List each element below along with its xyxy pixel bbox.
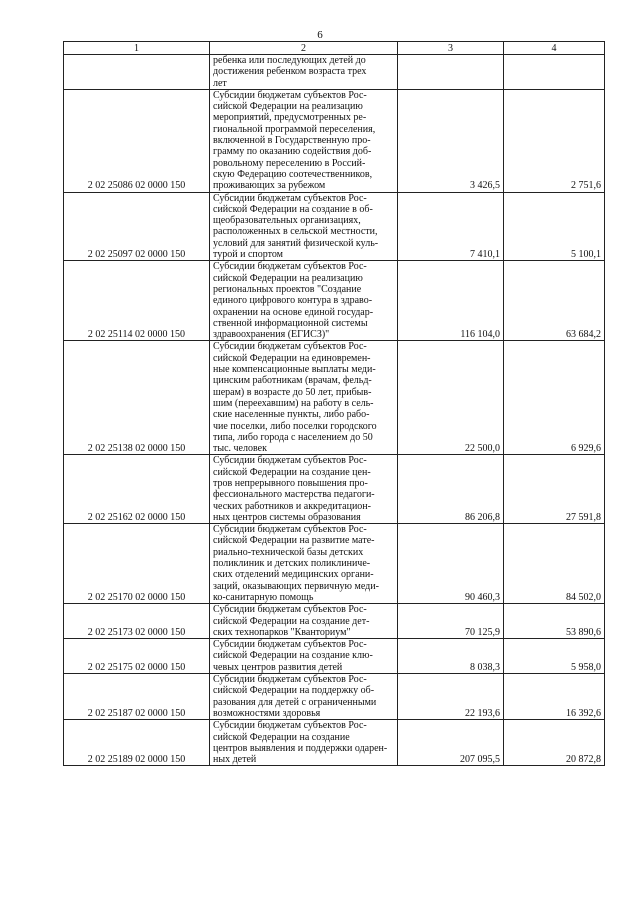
description-line: риально-технической базы детских: [213, 546, 364, 558]
description-line: единого цифрового контура в здраво-: [213, 295, 373, 307]
budget-code-cell: 2 02 25138 02 0000 150: [64, 341, 210, 455]
amount-col4-cell: 53 890,6: [504, 604, 605, 639]
budget-code-cell: 2 02 25114 02 0000 150: [64, 261, 210, 341]
amount-col4-cell: 63 684,2: [504, 261, 605, 341]
description-line: центров выявления и поддержки одарен-: [213, 742, 388, 754]
budget-table: [63, 41, 605, 766]
amount-col3-cell: 86 206,8: [398, 455, 504, 524]
description-line: ских технопарков "Кванториум": [213, 626, 351, 638]
description-line: сийской Федерации на создание цен-: [213, 466, 371, 478]
amount-col3-cell: [398, 55, 504, 90]
description-line: ных центров системы образования: [213, 511, 361, 523]
column-header-1: 1: [64, 42, 210, 55]
description-line: расположенных в сельской местности,: [213, 226, 378, 238]
description-cell: [210, 341, 398, 455]
description-line: условий для занятий физической куль-: [213, 237, 379, 249]
table-row: [64, 55, 605, 90]
amount-col4-cell: 16 392,6: [504, 674, 605, 720]
description-line: Субсидии бюджетам субъектов Рос-: [213, 604, 367, 616]
description-line: ровольному переселению в Россий-: [213, 157, 366, 169]
amount-col3-cell: 70 125,9: [398, 604, 504, 639]
budget-code-cell: 2 02 25170 02 0000 150: [64, 524, 210, 604]
description-cell: [210, 720, 398, 766]
budget-code-cell: 2 02 25175 02 0000 150: [64, 639, 210, 674]
table-row: [64, 89, 605, 192]
description-line: грамму по оказанию содействия доб-: [213, 146, 372, 158]
description-line: сийской Федерации на создание в об-: [213, 203, 373, 215]
description-line: мероприятий, предусмотренных ре-: [213, 112, 367, 124]
amount-col4-cell: 20 872,8: [504, 720, 605, 766]
amount-col4-cell: 84 502,0: [504, 524, 605, 604]
description-line: здравоохранения (ЕГИСЗ)": [213, 329, 330, 341]
table-row: [64, 341, 605, 455]
amount-col4-cell: 6 929,6: [504, 341, 605, 455]
description-cell: [210, 524, 398, 604]
amount-col4-cell: [504, 55, 605, 90]
description-cell: [210, 674, 398, 720]
amount-col3-cell: 116 104,0: [398, 261, 504, 341]
table-row: [64, 674, 605, 720]
amount-col4-cell: 5 100,1: [504, 192, 605, 261]
column-header-3: 3: [398, 42, 504, 55]
amount-col3-cell: 90 460,3: [398, 524, 504, 604]
description-line: типа, либо города с населением до 50: [213, 431, 373, 443]
description-line: проживающих за рубежом: [213, 180, 326, 192]
description-line: чевых центров развития детей: [213, 661, 343, 673]
description-line: Субсидии бюджетам субъектов Рос-: [213, 524, 367, 536]
table-row: [64, 261, 605, 341]
description-line: охранении на основе единой государ-: [213, 306, 374, 318]
budget-code-cell: 2 02 25189 02 0000 150: [64, 720, 210, 766]
description-line: разования для детей с ограниченными: [213, 696, 377, 708]
description-cell: [210, 639, 398, 674]
description-line: гиональной программой переселения,: [213, 123, 376, 135]
table-row: [64, 604, 605, 639]
amount-col3-cell: 207 095,5: [398, 720, 504, 766]
description-line: ческих работников и аккредитацион-: [213, 500, 371, 512]
description-line: сийской Федерации на поддержку об-: [213, 685, 375, 697]
description-line: сийской Федерации на развитие мате-: [213, 535, 375, 547]
description-line: сийской Федерации на реализацию: [213, 272, 363, 284]
amount-col3-cell: 8 038,3: [398, 639, 504, 674]
description-cell: [210, 192, 398, 261]
description-line: шим (переехавшим) на работу в сель-: [213, 397, 374, 409]
description-line: включенной в Государственную про-: [213, 135, 371, 147]
table-row: [64, 455, 605, 524]
budget-code-cell: [64, 55, 210, 90]
amount-col3-cell: 7 410,1: [398, 192, 504, 261]
description-line: шерам) в возрасте до 50 лет, прибыв-: [213, 386, 372, 398]
table-row: [64, 720, 605, 766]
table-header-row: [64, 42, 605, 55]
description-line: ственной информационной системы: [213, 317, 368, 329]
budget-code-cell: 2 02 25086 02 0000 150: [64, 89, 210, 192]
amount-col4-cell: 5 958,0: [504, 639, 605, 674]
description-line: чие поселки, либо поселки городского: [213, 420, 377, 432]
description-line: поликлиник и детских поликлиниче-: [213, 558, 371, 570]
description-cell: [210, 604, 398, 639]
amount-col3-cell: 22 500,0: [398, 341, 504, 455]
description-line: тров непрерывного повышения про-: [213, 477, 368, 489]
table-row: [64, 524, 605, 604]
amount-col4-cell: 2 751,6: [504, 89, 605, 192]
description-line: турой и спортом: [213, 249, 283, 261]
description-line: ские населенные пункты, либо рабо-: [213, 409, 370, 421]
description-line: Субсидии бюджетам субъектов Рос-: [213, 341, 367, 353]
description-cell: [210, 55, 398, 90]
amount-col4-cell: 27 591,8: [504, 455, 605, 524]
page-number: 6: [317, 29, 323, 41]
column-header-4: 4: [504, 42, 605, 55]
description-line: ных детей: [213, 754, 257, 766]
description-line: ко-санитарную помощь: [213, 591, 314, 603]
budget-code-cell: 2 02 25097 02 0000 150: [64, 192, 210, 261]
description-line: сийской Федерации на создание клю-: [213, 650, 373, 662]
amount-col3-cell: 3 426,5: [398, 89, 504, 192]
description-line: сийской Федерации на создание: [213, 731, 350, 743]
description-line: достижения ребенком возраста трех: [213, 66, 367, 78]
description-line: региональных проектов "Создание: [213, 283, 362, 295]
description-line: ских отделений медицинских органи-: [213, 569, 374, 581]
description-line: скую Федерацию соотечественников,: [213, 168, 373, 180]
description-line: щеобразовательных организациях,: [213, 215, 361, 227]
description-line: Субсидии бюджетам субъектов Рос-: [213, 639, 367, 651]
description-line: лет: [213, 77, 227, 89]
budget-code-cell: 2 02 25162 02 0000 150: [64, 455, 210, 524]
budget-code-cell: 2 02 25173 02 0000 150: [64, 604, 210, 639]
description-line: Субсидии бюджетам субъектов Рос-: [213, 89, 367, 101]
description-line: тыс. человек: [213, 443, 267, 455]
table-body: [64, 55, 605, 766]
description-line: фессионального мастерства педагоги-: [213, 489, 375, 501]
description-line: заций, оказывающих первичную меди-: [213, 580, 379, 592]
description-line: ребенка или последующих детей до: [213, 55, 366, 66]
column-header-2: 2: [210, 42, 398, 55]
description-line: Субсидии бюджетам субъектов Рос-: [213, 674, 367, 686]
description-line: Субсидии бюджетам субъектов Рос-: [213, 720, 367, 732]
description-line: цинским работникам (врачам, фельд-: [213, 375, 372, 387]
description-line: сийской Федерации на единовремен-: [213, 352, 371, 364]
description-cell: [210, 455, 398, 524]
description-line: Субсидии бюджетам субъектов Рос-: [213, 192, 367, 204]
description-line: возможностями здоровья: [213, 707, 321, 719]
table-row: [64, 192, 605, 261]
table-row: [64, 639, 605, 674]
description-cell: [210, 89, 398, 192]
description-line: ные компенсационные выплаты меди-: [213, 364, 376, 376]
budget-code-cell: 2 02 25187 02 0000 150: [64, 674, 210, 720]
description-line: сийской Федерации на реализацию: [213, 101, 363, 113]
description-line: сийской Федерации на создание дет-: [213, 615, 370, 627]
description-cell: [210, 261, 398, 341]
description-line: Субсидии бюджетам субъектов Рос-: [213, 261, 367, 273]
description-line: Субсидии бюджетам субъектов Рос-: [213, 455, 367, 467]
amount-col3-cell: 22 193,6: [398, 674, 504, 720]
